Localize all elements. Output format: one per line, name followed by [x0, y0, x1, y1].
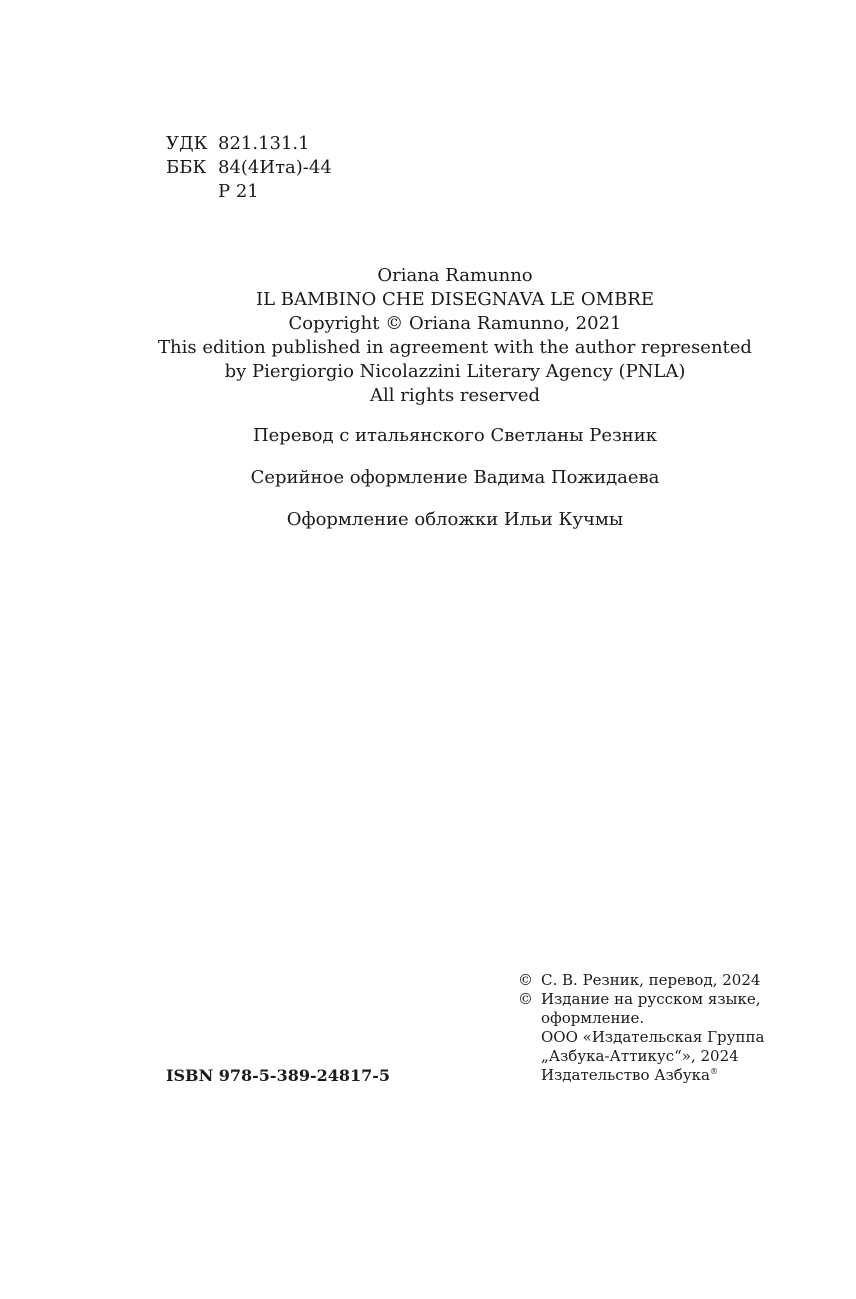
original-edition-info [0, 264, 856, 408]
registered-trademark: ® [709, 1067, 718, 1076]
udk-row [166, 132, 332, 156]
agreement-line-2: by Piergiorgio Nicolazzini Literary Agency (PNLA) [224, 361, 686, 382]
series-design-credit: Серийное оформление Вадима Пожидаева [250, 467, 660, 488]
udk-value: 821.131.1 [218, 133, 310, 154]
isbn: ISBN 978-5-389-24817-5 [166, 1066, 391, 1085]
edition-copyright-line-1: Издание на русском языке, [541, 990, 761, 1008]
edition-copyright-line-2: оформление. [541, 1009, 645, 1027]
edition-copyright [518, 990, 764, 1009]
copyright-notices [518, 971, 764, 1085]
author-mark: Р 21 [218, 181, 259, 202]
cover-design-credit: Оформление обложки Ильи Кучмы [286, 509, 624, 530]
author-mark-row [166, 180, 332, 204]
original-author: Oriana Ramunno [377, 265, 533, 286]
translator-copyright [518, 971, 764, 990]
udk-label: УДК [166, 133, 208, 154]
agreement-line-1: This edition published in agreement with the author represented [158, 337, 752, 358]
credits-block [0, 424, 856, 550]
bbk-row [166, 156, 332, 180]
original-title: IL BAMBINO CHE DISEGNAVA LE OMBRE [255, 289, 654, 310]
publisher-line [518, 1066, 764, 1085]
copyright-symbol: © [518, 990, 533, 1008]
publisher-name: Издательство Азбука [541, 1066, 710, 1084]
original-copyright: Copyright © Oriana Ramunno, 2021 [288, 313, 622, 334]
translation-credit: Перевод с итальянского Светланы Резник [252, 425, 658, 446]
rights-reserved: All rights reserved [370, 385, 540, 406]
copyright-symbol: © [518, 971, 533, 989]
edition-copyright-line-4: „Азбука-Аттикус“», 2024 [541, 1047, 739, 1065]
translator-copyright-text: С. В. Резник, перевод, 2024 [541, 971, 761, 989]
classification-block [166, 132, 332, 204]
edition-copyright-line-3: ООО «Издательская Группа [541, 1028, 765, 1046]
bbk-label: ББК [166, 157, 207, 178]
bbk-value: 84(4Ита)-44 [218, 157, 332, 178]
